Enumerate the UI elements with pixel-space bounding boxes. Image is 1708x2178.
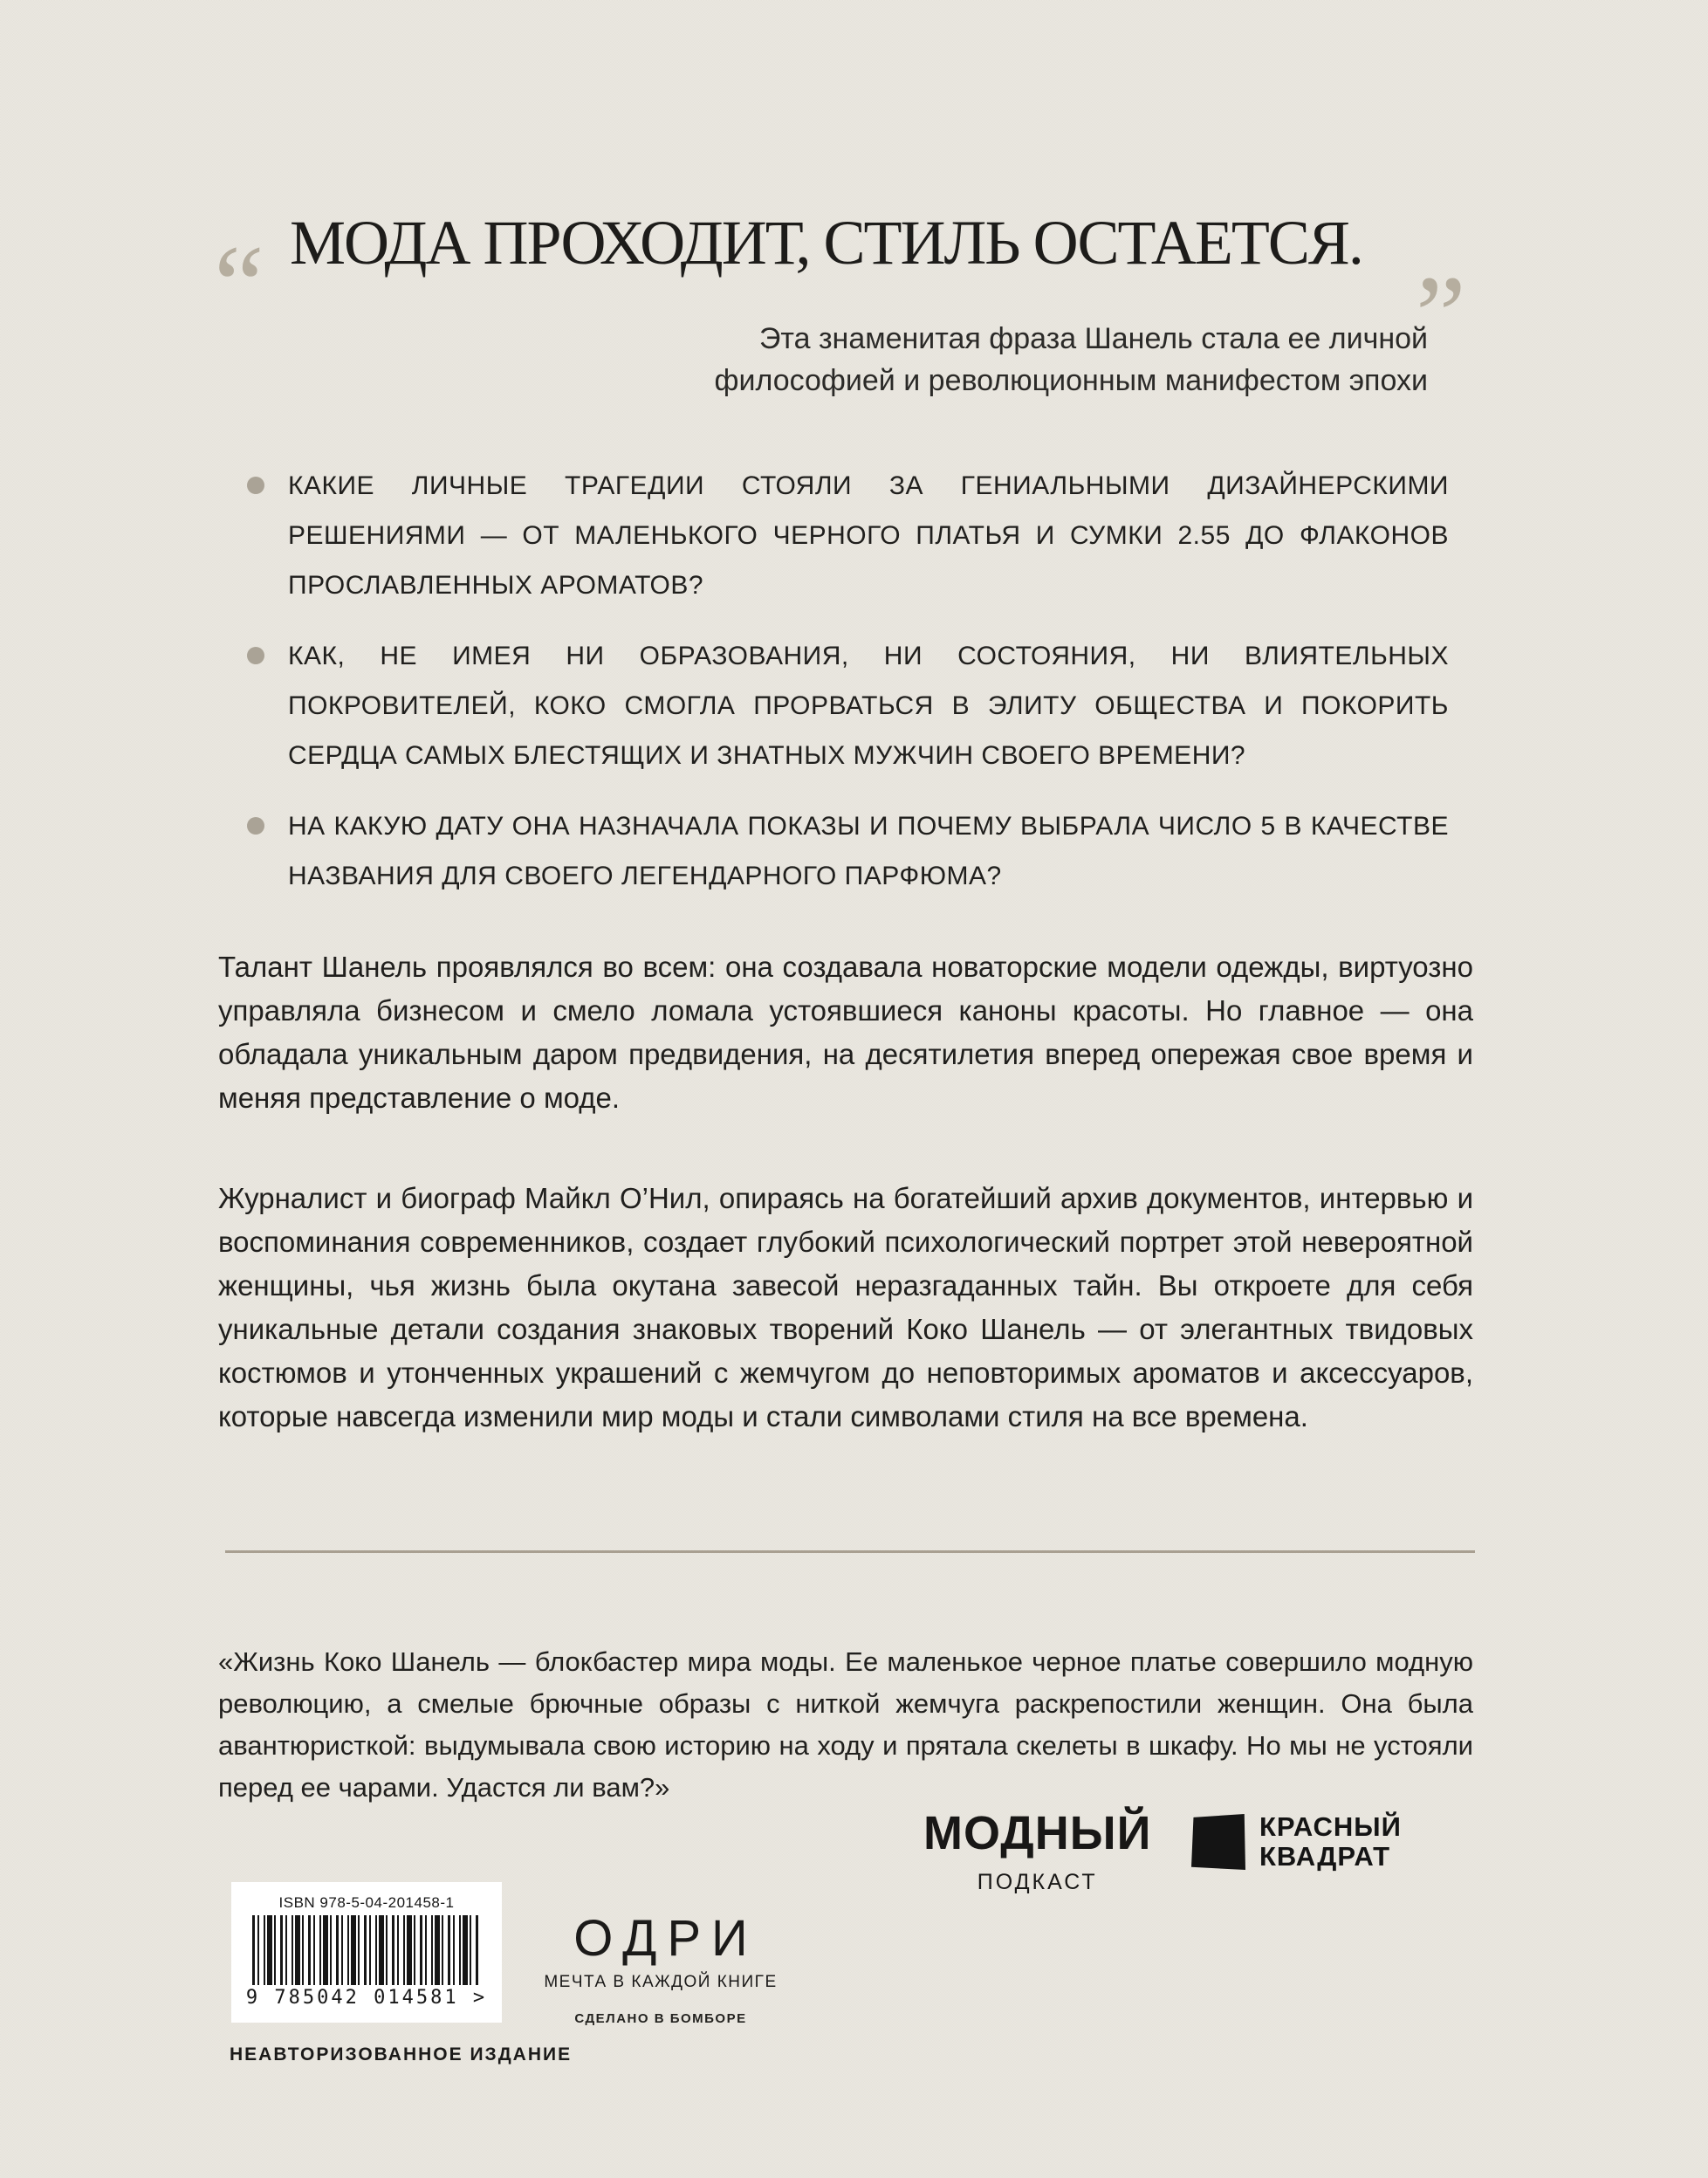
subtitle-line-2: философией и революционным манифестом эпохи xyxy=(714,364,1428,397)
krasny-line-1: КРАСНЫЙ xyxy=(1259,1811,1402,1842)
subtitle-line-1: Эта знаменитая фраза Шанель стала ее личной xyxy=(758,322,1428,355)
bullet-dot-icon xyxy=(247,817,264,835)
barcode-icon xyxy=(252,1915,481,1985)
modny-podcast-logo xyxy=(923,1809,1151,1894)
close-quote-icon: ” xyxy=(1416,253,1466,379)
odri-name: ОДРИ xyxy=(573,1910,758,1967)
modny-logo-subtitle: ПОДКАСТ xyxy=(977,1870,1098,1894)
bullet-text-2: КАК, НЕ ИМЕЯ НИ ОБРАЗОВАНИЯ, НИ СОСТОЯНИЯ, НИ ВЛИЯТЕЛЬНЫХ ПОКРОВИТЕЛЕЙ, КОКО СМОГЛА ПРОРВАТЬСЯ В ЭЛИТУ ОБЩЕСТВА И ПОКОРИТЬ СЕРДЦА САМЫХ БЛЕСТЯЩИХ И ЗНАТНЫХ МУЖЧИН СВОЕГО ВРЕМЕНИ? xyxy=(288,642,1449,770)
krasny-line-2: КВАДРАТ xyxy=(1259,1841,1391,1872)
barcode-digits: 9 785042 014581 > xyxy=(245,1987,488,2009)
open-quote-icon: “ xyxy=(214,223,264,348)
bullet-dot-icon xyxy=(247,647,264,664)
odri-logo xyxy=(530,1912,792,2026)
modny-logo-title: МОДНЫЙ xyxy=(923,1807,1152,1859)
bullet-item-2 xyxy=(247,631,1460,780)
review-quote: «Жизнь Коко Шанель — блокбастер мира моды. Ее маленькое черное платье совершило модную революцию, а смелые брючные образы с ниткой жемчуга раскрепостили женщин. Она была авантюристкой: выдумывала свою историю на ходу и прятала скелеты в шкафу. Но мы не устояли перед ее чарами. Удастся ли вам?» xyxy=(218,1646,1473,1803)
paragraph-biographer: Журналист и биограф Майкл О’Нил, опираясь на богатейший архив документов, интервью и воспоминания современников, создает глубокий психологический портрет этой невероятной женщины, чья жизнь была окутана завесой неразгаданных тайн. Вы откроете для себя уникальные детали создания знаковых творений Коко Шанель — от элегантных твидовых костюмов и утонченных украшений с жемчугом до неповторимых ароматов и аксессуаров, которые навсегда изменили мир моды и стали символами стиля на все времена. xyxy=(218,1182,1473,1433)
isbn-label: ISBN 978-5-04-201458-1 xyxy=(278,1894,455,1911)
divider xyxy=(225,1550,1475,1553)
bullet-item-3 xyxy=(247,801,1460,901)
krasny-kvadrat-logo xyxy=(1191,1811,1402,1872)
odri-made-in: СДЕЛАНО В БОМБОРЕ xyxy=(574,2011,747,2026)
black-square-icon xyxy=(1191,1814,1245,1870)
page-title: МОДА ПРОХОДИТ, СТИЛЬ ОСТАЕТСЯ. xyxy=(290,208,1362,278)
odri-tagline: МЕЧТА В КАЖДОЙ КНИГЕ xyxy=(544,1973,778,1991)
paragraph-talent: Талант Шанель проявлялся во всем: она создавала новаторские модели одежды, виртуозно управляла бизнесом и смело ломала устоявшиеся каноны красоты. Но главное — она обладала уникальным даром предвидения, на десятилетия вперед опережая свое время и меняя представление о моде. xyxy=(218,951,1473,1114)
krasny-kvadrat-text xyxy=(1259,1812,1402,1872)
subtitle xyxy=(715,318,1428,402)
bullet-dot-icon xyxy=(247,477,264,494)
bullet-item-1 xyxy=(247,461,1460,610)
unauthorized-edition-label: НЕАВТОРИЗОВАННОЕ ИЗДАНИЕ xyxy=(230,2044,573,2065)
bullet-list xyxy=(247,461,1460,922)
bullet-text-3: НА КАКУЮ ДАТУ ОНА НАЗНАЧАЛА ПОКАЗЫ И ПОЧЕМУ ВЫБРАЛА ЧИСЛО 5 В КАЧЕСТВЕ НАЗВАНИЯ ДЛЯ СВОЕГО ЛЕГЕНДАРНОГО ПАРФЮМА? xyxy=(288,812,1449,890)
bullet-text-1: КАКИЕ ЛИЧНЫЕ ТРАГЕДИИ СТОЯЛИ ЗА ГЕНИАЛЬНЫМИ ДИЗАЙНЕРСКИМИ РЕШЕНИЯМИ — ОТ МАЛЕНЬКОГО ЧЕРНОГО ПЛАТЬЯ И СУМКИ 2.55 ДО ФЛАКОНОВ ПРОСЛАВЛЕННЫХ АРОМАТОВ? xyxy=(288,471,1449,600)
barcode-block xyxy=(231,1882,502,2023)
